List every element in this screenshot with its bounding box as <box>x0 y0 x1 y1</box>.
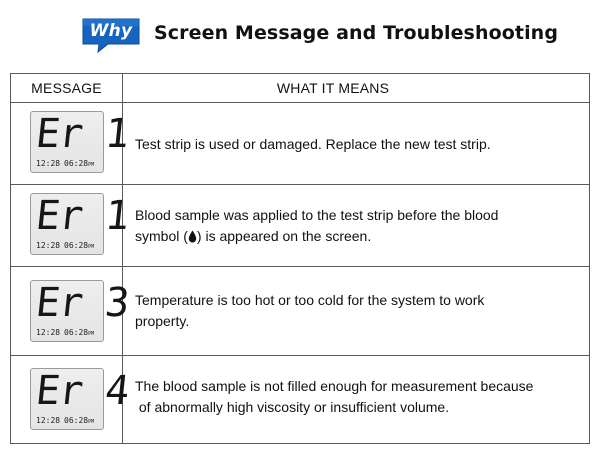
lcd-display <box>30 280 131 342</box>
lcd-error-code: Er 4 <box>33 368 131 414</box>
lcd-time-right: 06:28PM <box>64 328 95 337</box>
meaning-text: Test strip is used or damaged. Replace the new test strip. <box>135 136 491 152</box>
lcd-time-left: 12:28 <box>36 328 61 337</box>
lcd-display <box>30 368 131 430</box>
lcd-ampm: PM <box>88 162 95 168</box>
page-title: Screen Message and Troubleshooting <box>154 22 559 44</box>
page-header <box>0 0 600 62</box>
meaning-line-1: The blood sample is not filled enough for measurement because <box>135 378 534 394</box>
lcd-ampm: PM <box>88 244 95 250</box>
why-badge-icon <box>80 16 142 54</box>
blood-drop-icon <box>188 228 197 249</box>
meaning-text <box>135 205 575 249</box>
meaning-line-2: of abnormally high viscosity or insufficient volume. <box>135 399 450 415</box>
column-header-meaning: WHAT IT MEANS <box>276 80 390 96</box>
meaning-text <box>135 376 575 418</box>
column-header-message: MESSAGE <box>31 80 102 96</box>
lcd-time-left: 12:28 <box>36 159 61 168</box>
meaning-line-1: Temperature is too hot or too cold for the system to work <box>135 292 485 308</box>
table-row <box>11 103 589 185</box>
table-row <box>11 185 589 267</box>
table-row <box>11 356 589 443</box>
lcd-ampm: PM <box>88 331 95 337</box>
lcd-display <box>30 111 131 173</box>
lcd-time-left: 12:28 <box>36 241 61 250</box>
lcd-time-left: 12:28 <box>36 416 61 425</box>
meaning-text <box>135 290 575 332</box>
meaning-line-2: property. <box>135 313 190 329</box>
lcd-error-code: Er 1 <box>33 111 131 157</box>
lcd-time-right: 06:28PM <box>64 159 95 168</box>
badge-text: Why <box>89 21 133 41</box>
table-header-row <box>11 74 589 103</box>
lcd-ampm: PM <box>88 419 95 425</box>
table-row <box>11 267 589 356</box>
lcd-display <box>30 193 131 255</box>
lcd-time-right: 06:28PM <box>64 416 95 425</box>
lcd-error-code: Er 3 <box>33 280 131 326</box>
meaning-line-1: Blood sample was applied to the test strip before the blood <box>135 207 499 223</box>
meaning-line-2: symbol ( ) is appeared on the screen. <box>135 226 575 249</box>
lcd-error-code: Er 1 <box>33 193 131 239</box>
troubleshooting-table <box>10 73 590 444</box>
lcd-time-right: 06:28PM <box>64 241 95 250</box>
